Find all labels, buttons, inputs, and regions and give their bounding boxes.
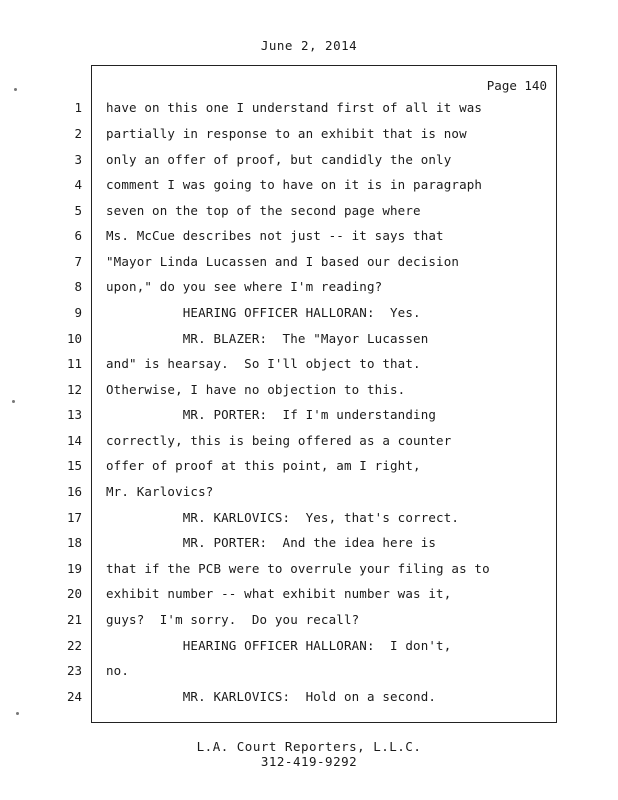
line-text: guys? I'm sorry. Do you recall? (106, 612, 360, 627)
line-text: MR. KARLOVICS: Yes, that's correct. (106, 510, 460, 525)
line-number: 7 (74, 254, 82, 269)
line-text: HEARING OFFICER HALLORAN: I don't, (106, 638, 452, 653)
line-number: 13 (66, 407, 82, 422)
line-text: "Mayor Linda Lucassen and I based our decision (106, 254, 460, 269)
scan-mark (12, 400, 15, 403)
line-text: Otherwise, I have no objection to this. (106, 382, 406, 397)
line-number: 12 (66, 382, 82, 397)
line-text: Ms. McCue describes not just -- it says that (106, 228, 444, 243)
line-number: 19 (66, 561, 82, 576)
line-text: upon," do you see where I'm reading? (106, 279, 383, 294)
line-number: 3 (74, 152, 82, 167)
line-number: 8 (74, 279, 82, 294)
line-text: Mr. Karlovics? (106, 484, 214, 499)
line-number: 1 (74, 100, 82, 115)
line-text: comment I was going to have on it is in paragraph (106, 177, 483, 192)
line-text: that if the PCB were to overrule your filing as to (106, 561, 490, 576)
line-number: 20 (66, 586, 82, 601)
line-number: 6 (74, 228, 82, 243)
line-text: only an offer of proof, but candidly the only (106, 152, 452, 167)
scan-mark (16, 712, 19, 715)
line-text: seven on the top of the second page where (106, 203, 421, 218)
line-number: 22 (66, 638, 82, 653)
line-text: offer of proof at this point, am I right, (106, 458, 421, 473)
transcript-date: June 2, 2014 (260, 38, 358, 53)
line-number: 5 (74, 203, 82, 218)
line-number: 18 (66, 535, 82, 550)
line-number: 17 (66, 510, 82, 525)
line-text: HEARING OFFICER HALLORAN: Yes. (106, 305, 421, 320)
line-number: 15 (66, 458, 82, 473)
line-text: correctly, this is being offered as a counter (106, 433, 452, 448)
line-text: exhibit number -- what exhibit number was it, (106, 586, 452, 601)
page-number: Page 140 (486, 78, 547, 93)
line-number: 23 (66, 663, 82, 678)
line-number: 16 (66, 484, 82, 499)
scan-mark (14, 88, 17, 91)
court-reporter-phone: 312-419-9292 (260, 754, 358, 769)
line-text: partially in response to an exhibit that is now (106, 126, 467, 141)
court-reporter-name: L.A. Court Reporters, L.L.C. (196, 739, 422, 754)
line-number: 2 (74, 126, 82, 141)
line-text: MR. PORTER: And the idea here is (106, 535, 437, 550)
line-number: 9 (74, 305, 82, 320)
line-number: 24 (66, 689, 82, 704)
line-text: MR. BLAZER: The "Mayor Lucassen (106, 331, 429, 346)
line-number: 4 (74, 177, 82, 192)
line-text: and" is hearsay. So I'll object to that. (106, 356, 421, 371)
line-text: no. (106, 663, 130, 678)
line-text: MR. KARLOVICS: Hold on a second. (106, 689, 437, 704)
line-text: have on this one I understand first of all it was (106, 100, 483, 115)
line-number: 21 (66, 612, 82, 627)
line-number: 14 (66, 433, 82, 448)
line-number: 10 (66, 331, 82, 346)
line-number: 11 (66, 356, 82, 371)
line-text: MR. PORTER: If I'm understanding (106, 407, 437, 422)
